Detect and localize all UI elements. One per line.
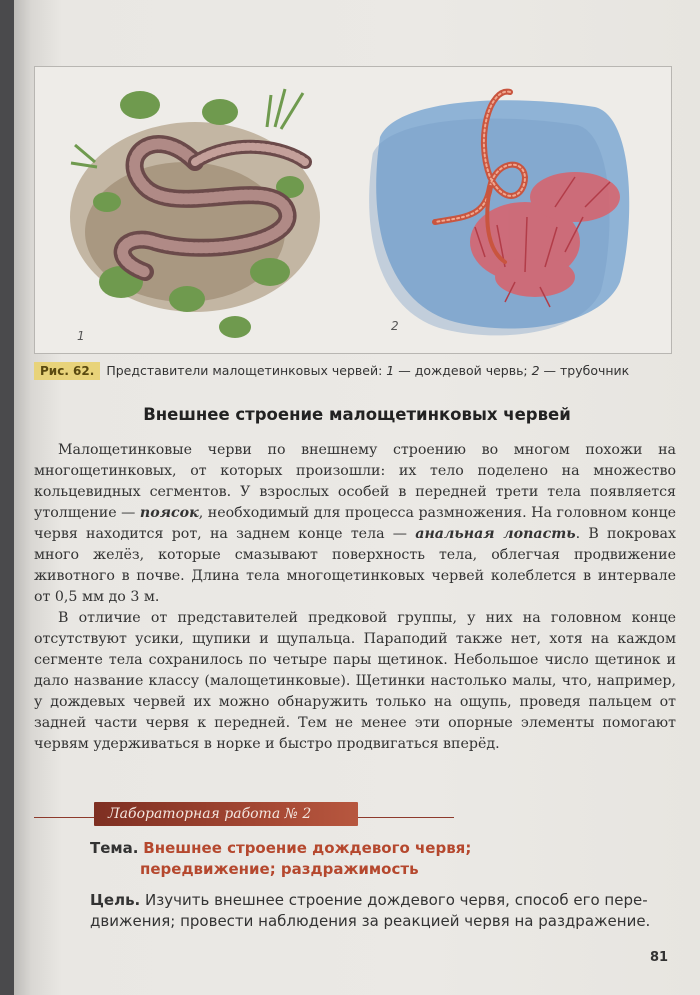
goal-line-1: Изучить внешнее строение дождевого червя, способ его пере- [145,891,648,909]
goal-line-2: движения; провести наблюдения за реакцией червя на раздражение. [90,912,651,930]
term-poyasok: поясок [139,505,199,521]
paragraph-2: В отличие от представителей предковой группы, у них на головном конце отсутствуют усики, щупики и щупальца. Параподий также нет, хотя на каждом сегменте тела сохранилось по четыре пары щетинок. Небольшое число щетинок и дало название классу (малощетинковые). Щетинки настолько малы, что, например, у дождевых червей их можно обнаружить только на ощупь, проведя пальцем от задней части червя к передней. Тем не менее эти опорные элементы помогают червям удерживаться в норке и быстро продвигаться вперёд. [34,610,676,752]
figure-label-1: 1 [77,329,85,343]
lab-topic [90,838,471,859]
lab-goal [90,890,648,911]
lab-goal-cont [90,911,650,932]
earthworm-illustration [70,89,320,338]
figure-illustrations [35,67,671,353]
topic-line-1: Внешнее строение дождевого червя; [143,839,472,857]
topic-line-2: передвижение; раздражимость [140,860,419,878]
term-analnaya-lopast: анальная лопасть [415,526,576,542]
section-title: Внешнее строение малощетинковых червей [143,405,571,424]
goal-label: Цель. [90,891,141,909]
topic-label: Тема. [90,839,139,857]
paragraph-1: Малощетинковые черви по внешнему строению во многом похожи на многощетинковых, от которых произошли: их тело поделено на множество кольцевидных сегментов. У взрослых особей в передней трети тела появляется утолщение — поясок, необходимый для процесса размножения. На головном конце червя находится рот, на заднем конце тела — анальная лопасть. В покровах много желёз, которые смазывают поверхность тела, облегчая продвижение животного в почве. Длина тела многощетинковых червей колеблется в интервале от 0,5 мм до 3 м. [34,442,676,605]
textbook-page [14,0,700,995]
caption-label: Рис. 62. [34,362,100,380]
tubifex-illustration [369,92,629,336]
section-body [34,440,676,755]
page-number: 81 [650,950,669,965]
lab-banner: Лабораторная работа № 2 [94,802,358,826]
caption-text: Представители малощетинковых червей: 1 — дождевой червь; 2 — трубочник [106,363,630,378]
figure-caption [34,362,674,384]
figure-label-2: 2 [391,319,399,333]
lab-topic-cont [140,859,419,880]
figure-62 [34,66,672,354]
